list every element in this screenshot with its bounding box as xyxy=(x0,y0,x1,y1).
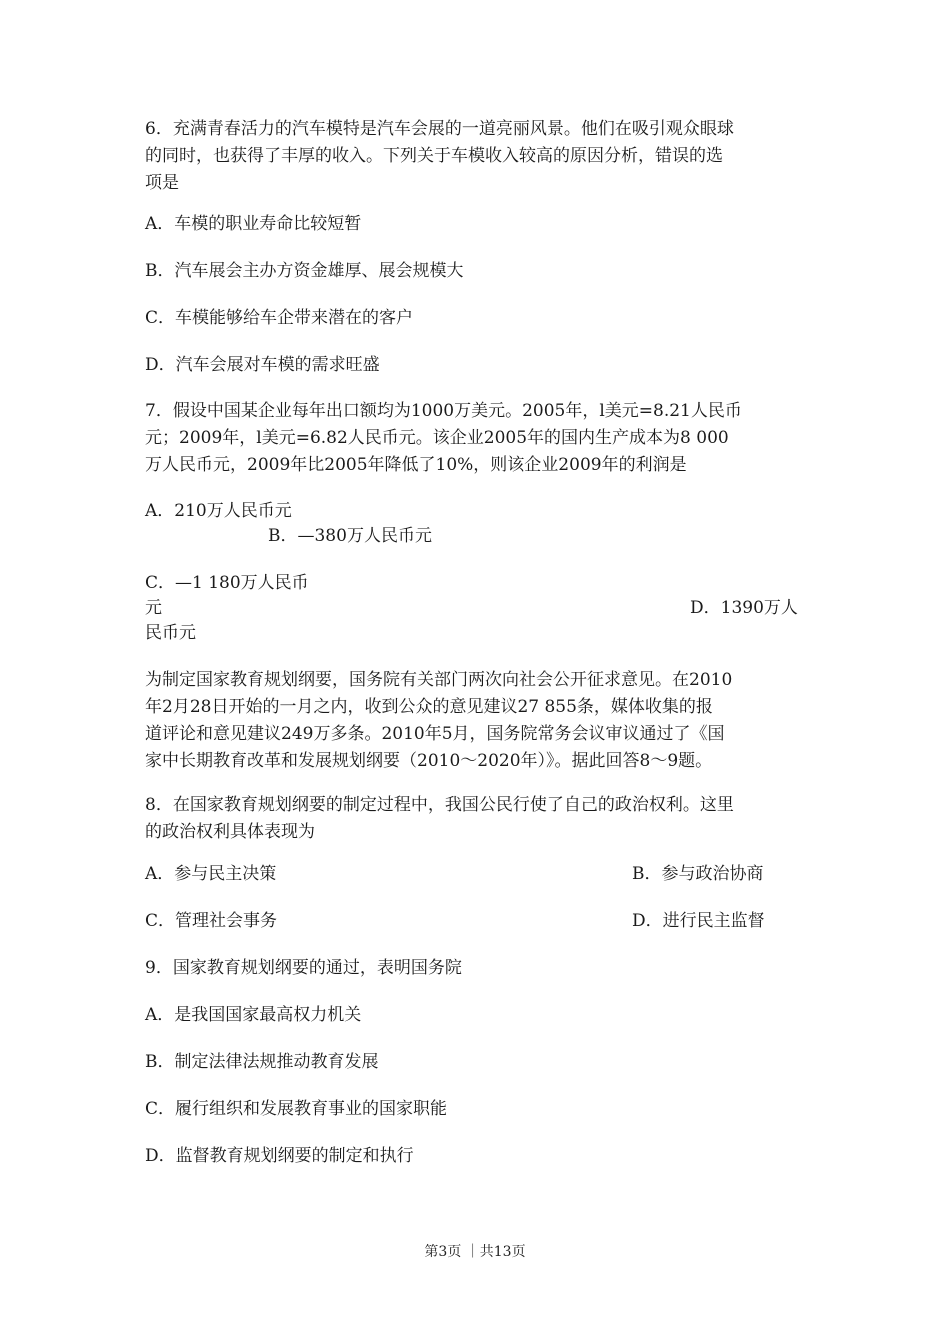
q6-option-b: B．汽车展会主办方资金雄厚、展会规模大 xyxy=(145,261,464,281)
material-line: 家中长期教育改革和发展规划纲要（2010～2020年）》。据此回答8～9题。 xyxy=(145,751,713,771)
q9-option-b: B．制定法律法规推动教育发展 xyxy=(145,1052,379,1072)
q6-stem xyxy=(145,116,805,197)
q7-option-c-line1: C．—1 180万人民币 xyxy=(145,573,309,593)
q8-option-d: D．进行民主监督 xyxy=(632,911,765,931)
material-line: 年2月28日开始的一月之内，收到公众的意见建议27 855条，媒体收集的报 xyxy=(145,697,713,717)
page-footer: 第3页 ｜共13页 xyxy=(424,1244,526,1260)
q7-option-d-line1: D．1390万人 xyxy=(690,598,798,618)
q7-stem-line: 万人民币元，2009年比2005年降低了10%，则该企业2009年的利润是 xyxy=(145,455,687,475)
q7-option-d-line2: 民币元 xyxy=(145,623,196,643)
q8-stem-line: 8．在国家教育规划纲要的制定过程中，我国公民行使了自己的政治权利。这里 xyxy=(145,795,734,815)
q9-option-d: D．监督教育规划纲要的制定和执行 xyxy=(145,1146,414,1166)
q9-stem: 9．国家教育规划纲要的通过，表明国务院 xyxy=(145,958,462,978)
q6-stem-line: 项是 xyxy=(145,173,179,193)
q7-stem-line: 7．假设中国某企业每年出口额均为1000万美元。2005年，l美元=8.21人民币 xyxy=(145,401,742,421)
q8-stem-line: 的政治权利具体表现为 xyxy=(145,822,315,842)
q6-stem-line: 的同时，也获得了丰厚的收入。下列关于车模收入较高的原因分析，错误的选 xyxy=(145,146,723,166)
material-line: 为制定国家教育规划纲要，国务院有关部门两次向社会公开征求意见。在2010 xyxy=(145,670,733,690)
q8-option-a: A．参与民主决策 xyxy=(145,864,277,884)
q8-stem xyxy=(145,792,805,846)
q9-option-c: C．履行组织和发展教育事业的国家职能 xyxy=(145,1099,448,1119)
q7-stem xyxy=(145,398,805,479)
q7-option-a: A．210万人民币元 xyxy=(145,501,292,521)
q7-option-c-line2: 元 xyxy=(145,598,162,618)
q9-option-a: A．是我国国家最高权力机关 xyxy=(145,1005,362,1025)
material-line: 道评论和意见建议249万多条。2010年5月，国务院常务会议审议通过了《国 xyxy=(145,724,725,744)
q8-option-b: B．参与政治协商 xyxy=(632,864,764,884)
q6-option-a: A．车模的职业寿命比较短暂 xyxy=(145,214,362,234)
q6-stem-line: 6．充满青春活力的汽车模特是汽车会展的一道亮丽风景。他们在吸引观众眼球 xyxy=(145,119,734,139)
q6-option-c: C．车模能够给车企带来潜在的客户 xyxy=(145,308,414,328)
q6-option-d: D．汽车会展对车模的需求旺盛 xyxy=(145,355,380,375)
q8-option-c: C．管理社会事务 xyxy=(145,911,278,931)
q7-option-b: B．—380万人民币元 xyxy=(268,526,432,546)
material-passage xyxy=(145,667,805,775)
q7-stem-line: 元；2009年，l美元=6.82人民币元。该企业2005年的国内生产成本为8 000 xyxy=(145,428,729,448)
